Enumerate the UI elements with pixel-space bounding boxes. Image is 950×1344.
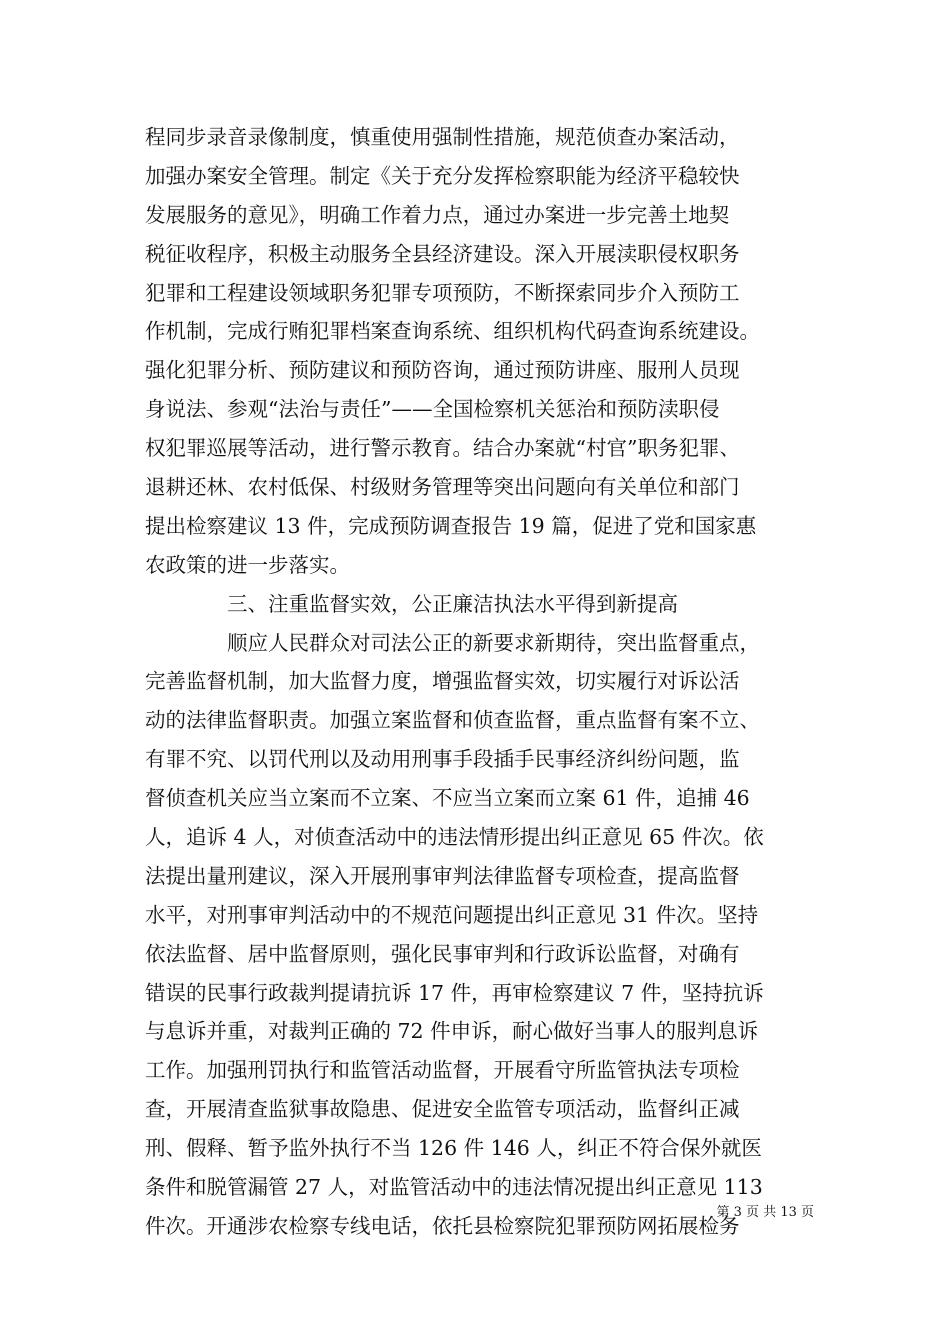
paragraph-line: 刑、假释、暂予监外执行不当 126 件 146 人，纠正不符合保外就医 (145, 1136, 762, 1161)
paragraph-line: 加强办案安全管理。制定《关于充分发挥检察职能为经济平稳较快 (145, 163, 740, 188)
page-number-footer: 第 3 页 共 13 页 (716, 1205, 814, 1220)
paragraph-line: 程同步录音录像制度，慎重使用强制性措施，规范侦查办案活动， (145, 125, 740, 149)
paragraph-line: 犯罪和工程建设领域职务犯罪专项预防，不断探索同步介入预防工 (145, 280, 740, 305)
paragraph-line: 错误的民事行政裁判提请抗诉 17 件，再审检察建议 7 件，坚持抗诉 (145, 980, 764, 1005)
paragraph-line: 督侦查机关应当立案而不立案、不应当立案而立案 61 件，追捕 46 (145, 786, 750, 811)
paragraph-line: 查，开展清查监狱事故隐患、促进安全监管专项活动，监督纠正减 (145, 1097, 740, 1122)
paragraph-line: 退耕还林、农村低保、村级财务管理等突出问题向有关单位和部门 (145, 475, 740, 500)
paragraph-line: 身说法、参观“法治与责任”——全国检察机关惩治和预防渎职侵 (145, 397, 720, 422)
section-heading: 三、注重监督实效，公正廉洁执法水平得到新提高 (227, 591, 678, 616)
paragraph-line: 农政策的进一步落实。 (145, 552, 350, 577)
paragraph-line: 提出检察建议 13 件，完成预防调查报告 19 篇，促进了党和国家惠 (145, 513, 757, 538)
paragraph-line: 与息诉并重，对裁判正确的 72 件申诉，耐心做好当事人的服判息诉 (145, 1019, 759, 1044)
paragraph-line: 工作。加强刑罚执行和监管活动监督，开展看守所监管执法专项检 (145, 1058, 740, 1083)
paragraph-line: 依法监督、居中监督原则，强化民事审判和行政诉讼监督，对确有 (145, 941, 740, 966)
paragraph-line: 人，追诉 4 人，对侦查活动中的违法情形提出纠正意见 65 件次。依 (145, 825, 764, 850)
body-text (145, 118, 815, 1246)
paragraph-line: 完善监督机制，加大监督力度，增强监督实效，切实履行对诉讼活 (145, 669, 740, 694)
paragraph-line: 条件和脱管漏管 27 人，对监管活动中的违法情况提出纠正意见 113 (145, 1175, 763, 1200)
paragraph-line: 法提出量刑建议，深入开展刑事审判法律监督专项检查，提高监督 (145, 863, 740, 888)
paragraph-line: 有罪不究、以罚代刑以及动用刑事手段插手民事经济纠纷问题，监 (145, 747, 740, 772)
paragraph-line: 税征收程序，积极主动服务全县经济建设。深入开展渎职侵权职务 (145, 241, 740, 266)
paragraph-line: 顺应人民群众对司法公正的新要求新期待，突出监督重点， (227, 630, 760, 655)
paragraph-line: 强化犯罪分析、预防建议和预防咨询，通过预防讲座、服刑人员现 (145, 358, 740, 383)
paragraph-line: 发展服务的意见》，明确工作着力点，通过办案进一步完善土地契 (145, 202, 730, 227)
paragraph-line: 动的法律监督职责。加强立案监督和侦查监督，重点监督有案不立、 (145, 708, 760, 733)
paragraph-line: 件次。开通涉农检察专线电话，依托县检察院犯罪预防网拓展检务 (145, 1213, 740, 1238)
paragraph-line: 作机制，完成行贿犯罪档案查询系统、组织机构代码查询系统建设。 (145, 319, 760, 344)
paragraph-line: 水平，对刑事审判活动中的不规范问题提出纠正意见 31 件次。坚持 (145, 902, 759, 927)
paragraph-line: 权犯罪巡展等活动，进行警示教育。结合办案就“村官”职务犯罪、 (145, 436, 740, 461)
